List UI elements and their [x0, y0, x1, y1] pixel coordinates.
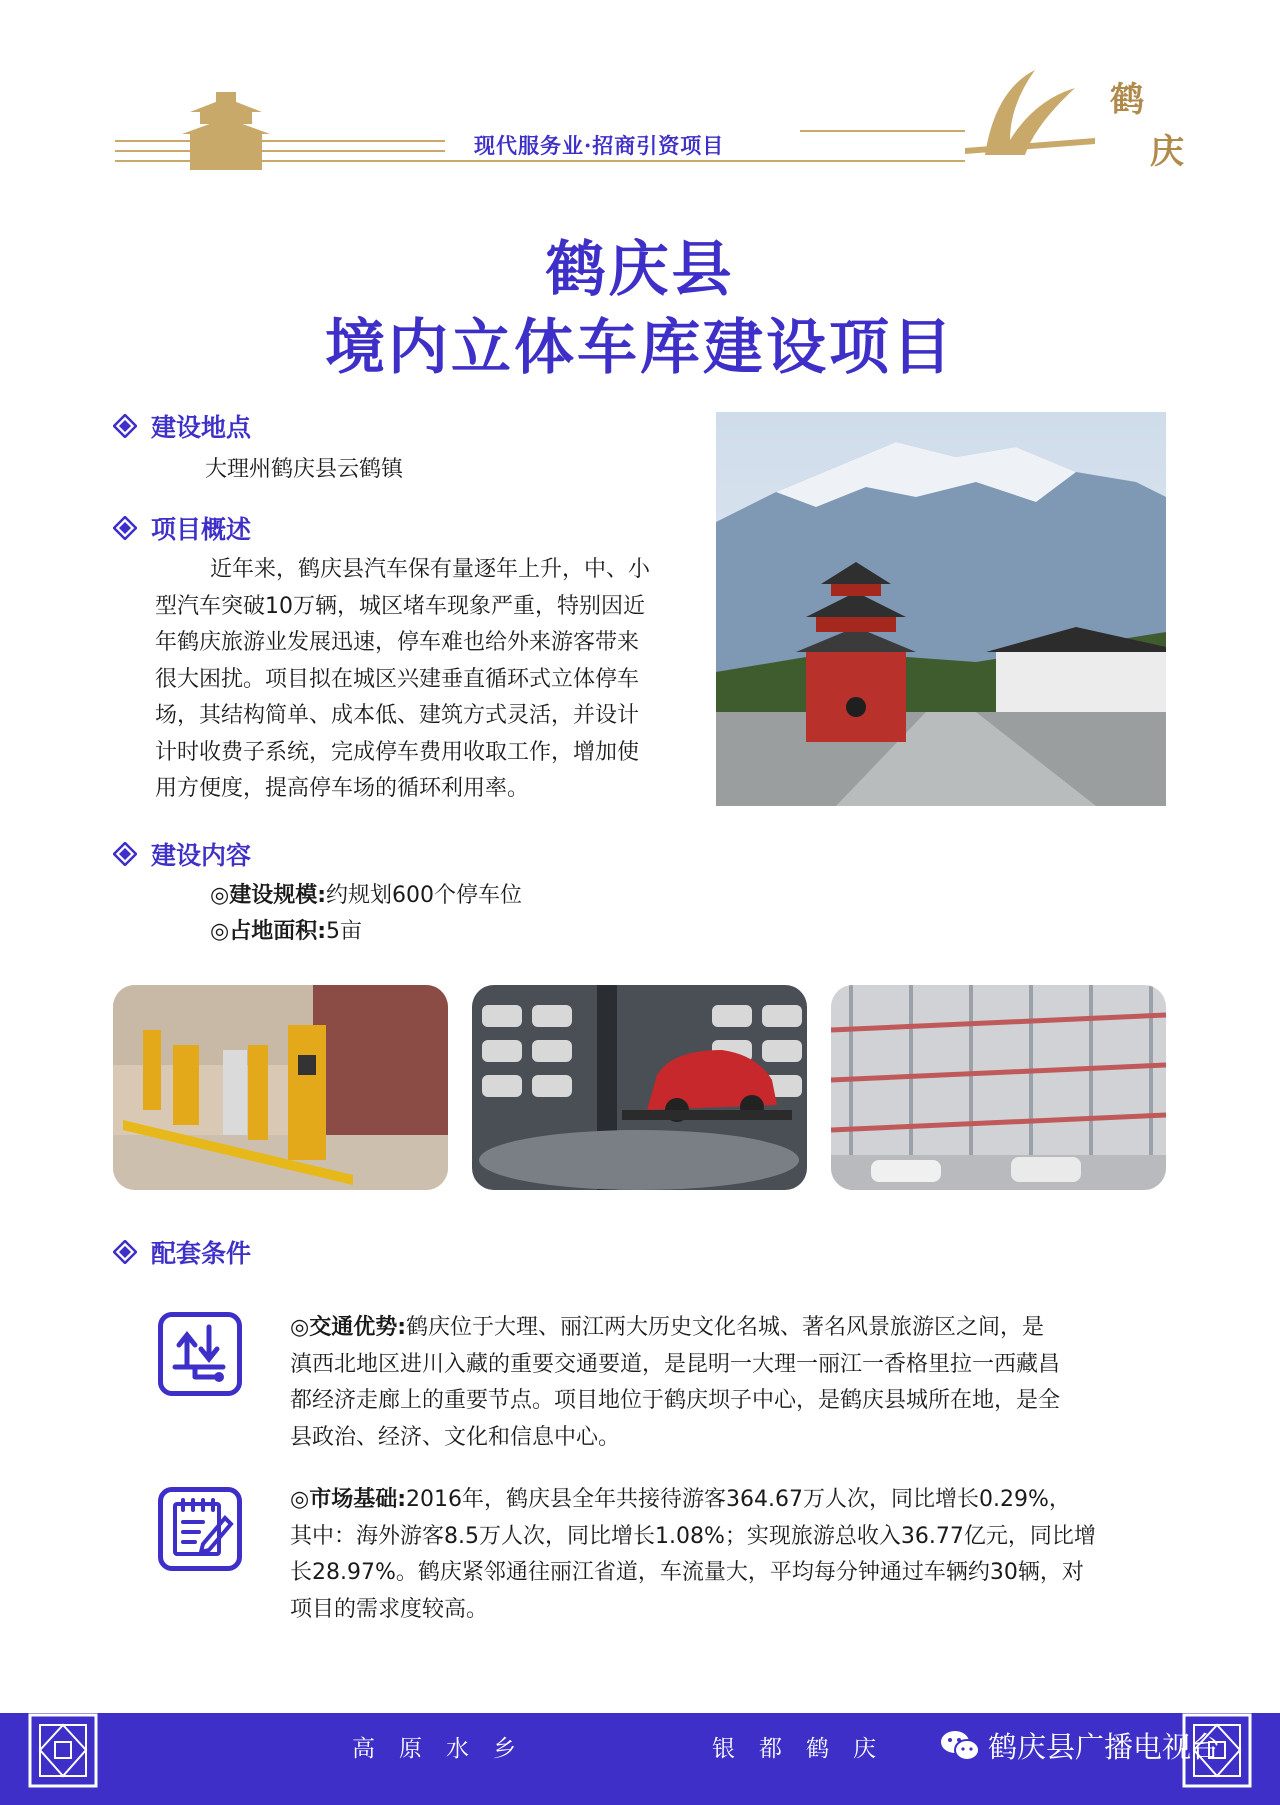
garage-interior-photo	[472, 985, 807, 1190]
traffic-line-1	[290, 1310, 1170, 1347]
overview-line: 年鹤庆旅游业发展迅速，停车难也给外来游客带来	[155, 630, 640, 655]
title-line-2: 境内立体车库建设项目	[325, 313, 955, 383]
section-label: 建设内容	[151, 841, 252, 870]
section-location-heading	[113, 410, 251, 442]
wechat-icon	[940, 1729, 980, 1763]
crane-logo-icon	[965, 60, 1105, 165]
overview-line: 计时收费子系统，完成停车费用收取工作，增加使	[155, 739, 640, 765]
overview-line: 型汽车突破10万辆，城区堵车现象严重，特别因近	[155, 593, 645, 619]
diamond-icon	[113, 414, 137, 438]
title-line-1: 鹤庆县	[545, 235, 735, 305]
market-line-text: 2016年，鹤庆县全年共接待游客364.67万人次，同比增长0.29%，	[406, 1487, 1071, 1512]
diamond-icon	[113, 516, 137, 540]
lattice-ornament-icon	[28, 1713, 98, 1788]
section-content-heading	[113, 838, 251, 870]
content-item-area	[210, 914, 362, 951]
traffic-label: ◎交通优势:	[290, 1315, 406, 1340]
overview-line: 近年来，鹤庆县汽车保有量逐年上升，中、小	[210, 557, 651, 582]
market-label: ◎市场基础:	[290, 1487, 406, 1512]
traffic-line-text: 鹤庆位于大理、丽江两大历史文化名城、著名风景旅游区之间，是	[406, 1315, 1045, 1340]
section-label: 建设地点	[151, 413, 252, 442]
section-overview-heading	[113, 512, 251, 544]
item-value: 约规划600个停车位	[326, 883, 522, 908]
traffic-icon	[158, 1312, 242, 1396]
section-label: 项目概述	[151, 515, 252, 544]
tower-mountain-photo	[716, 412, 1166, 806]
market-paragraph	[290, 1482, 1170, 1628]
overview-line: 场，其结构简单、成本低、建筑方式灵活，并设计	[155, 703, 640, 728]
overview-line: 用方便度，提高停车场的循环利用率。	[155, 776, 530, 801]
brand-char-1: 鹤	[1110, 80, 1144, 120]
traffic-paragraph	[290, 1310, 1170, 1456]
section-support-heading	[113, 1236, 251, 1268]
brand-char-2: 庆	[1150, 132, 1184, 172]
diamond-icon	[113, 1240, 137, 1264]
market-line: 长28.97%。鹤庆紧邻通往丽江省道，车流量大，平均每分钟通过车辆约30辆，对	[290, 1560, 1084, 1585]
item-label: ◎占地面积:	[210, 919, 326, 944]
traffic-line: 都经济走廊上的重要节点。项目地位于鹤庆坝子中心，是鹤庆县城所在地，是全	[290, 1388, 1061, 1413]
overview-paragraph	[155, 552, 695, 808]
section-label: 配套条件	[151, 1239, 252, 1268]
location-text: 大理州鹤庆县云鹤镇	[205, 457, 404, 482]
item-value: 5亩	[326, 919, 362, 944]
parking-gate-photo	[113, 985, 448, 1190]
traffic-line: 滇西北地区进川入藏的重要交通要道，是昆明一大理一丽江一香格里拉一西藏昌	[290, 1351, 1061, 1377]
tower-icon	[176, 90, 276, 170]
header-category: 现代服务业·招商引资项目	[474, 133, 725, 158]
market-line: 项目的需求度较高。	[290, 1596, 489, 1622]
diamond-icon	[113, 842, 137, 866]
traffic-line: 县政治、经济、文化和信息中心。	[290, 1424, 621, 1450]
steel-garage-photo	[831, 985, 1166, 1190]
item-label: ◎建设规模:	[210, 883, 326, 908]
watermark	[940, 1725, 1220, 1766]
overview-line: 很大困扰。项目拟在城区兴建垂直循环式立体停车	[155, 666, 640, 692]
market-line: 其中：海外游客8.5万人次，同比增长1.08%；实现旅游总收入36.77亿元，同比增	[290, 1523, 1096, 1549]
watermark-text: 鹤庆县广播电视台	[988, 1730, 1221, 1764]
footer-slogan-right: 银都鹤庆	[712, 1736, 900, 1762]
clipboard-icon	[158, 1487, 242, 1571]
market-line-1	[290, 1482, 1170, 1519]
content-item-scale	[210, 878, 522, 915]
footer-slogan-left: 高原水乡	[352, 1736, 540, 1762]
